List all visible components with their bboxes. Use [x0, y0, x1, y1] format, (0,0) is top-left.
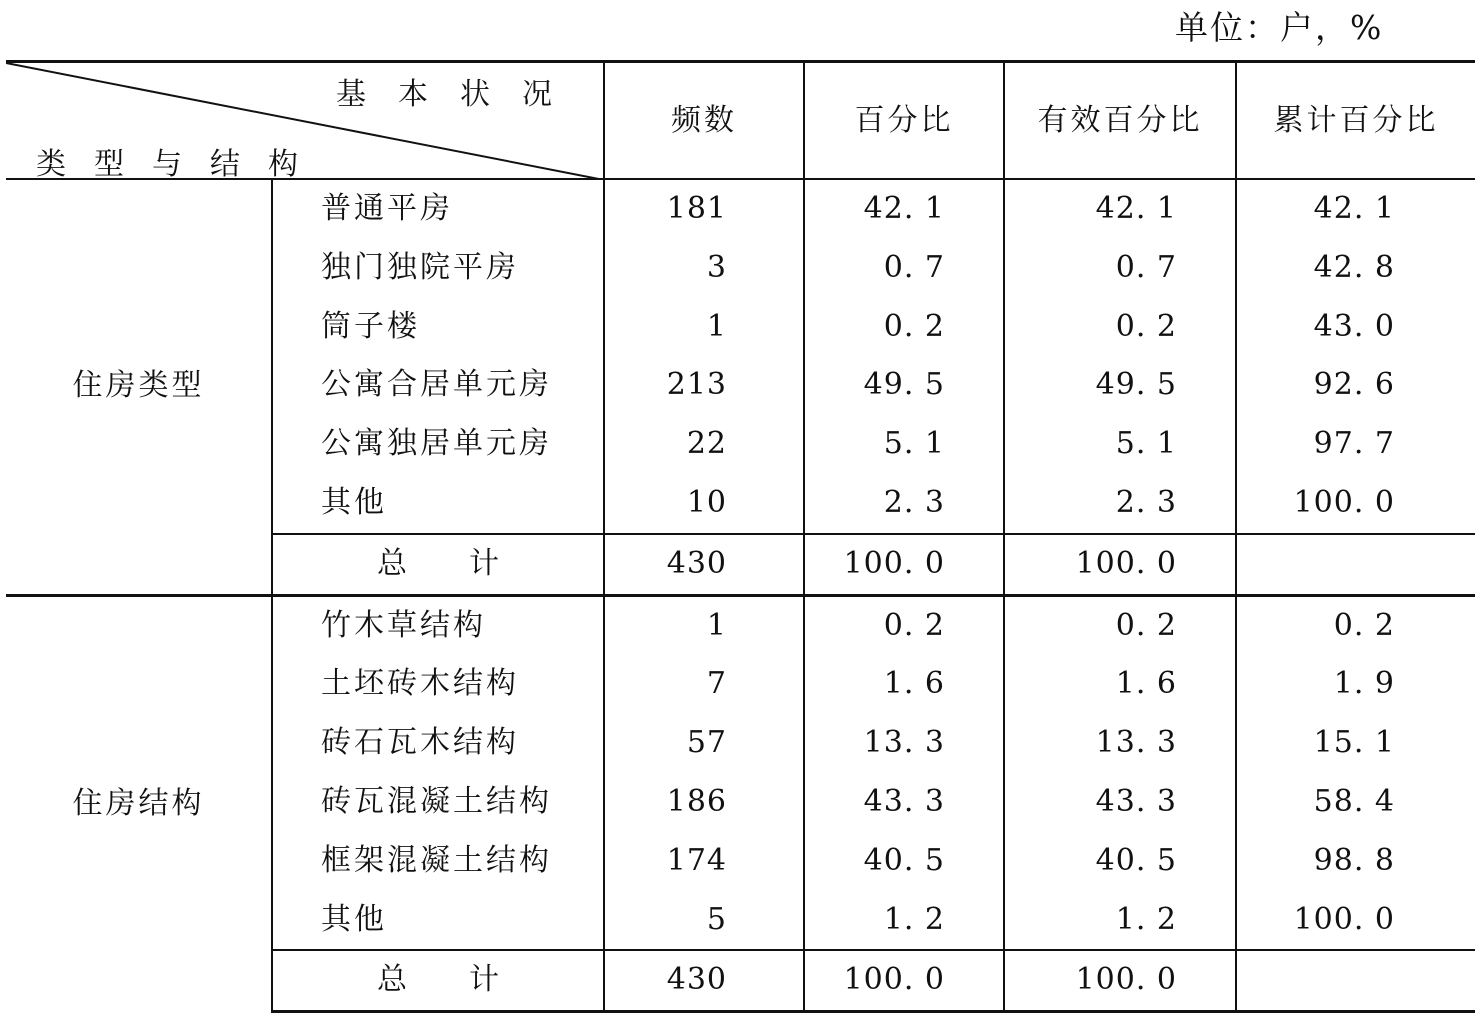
group-label-housing-structure: 住房结构 — [6, 595, 272, 1012]
row-item: 框架混凝土结构 — [272, 832, 604, 891]
table-header-row — [6, 62, 1475, 180]
total-cumulative-percent — [1236, 534, 1475, 595]
cell-frequency: 174 — [604, 832, 804, 891]
total-percent: 100. 0 — [804, 950, 1004, 1011]
cell-percent: 42. 1 — [804, 179, 1004, 239]
row-item: 普通平房 — [272, 179, 604, 239]
cell-frequency: 10 — [604, 474, 804, 534]
row-item: 公寓合居单元房 — [272, 356, 604, 415]
row-item: 筒子楼 — [272, 298, 604, 357]
cell-valid-percent: 42. 1 — [1004, 179, 1236, 239]
cell-cumulative-percent: 100. 0 — [1236, 474, 1475, 534]
cell-cumulative-percent: 97. 7 — [1236, 415, 1475, 474]
cell-cumulative-percent: 58. 4 — [1236, 773, 1475, 832]
cell-frequency: 7 — [604, 655, 804, 714]
total-frequency: 430 — [604, 534, 804, 595]
cell-valid-percent: 40. 5 — [1004, 832, 1236, 891]
cell-frequency: 1 — [604, 595, 804, 655]
header-frequency: 频数 — [604, 62, 804, 180]
table-row — [6, 595, 1475, 655]
table-row — [6, 179, 1475, 239]
housing-table — [6, 60, 1475, 1013]
cell-cumulative-percent: 1. 9 — [1236, 655, 1475, 714]
cell-frequency: 186 — [604, 773, 804, 832]
cell-percent: 0. 2 — [804, 298, 1004, 357]
cell-cumulative-percent: 100. 0 — [1236, 891, 1475, 951]
cell-valid-percent: 0. 2 — [1004, 595, 1236, 655]
cell-cumulative-percent: 43. 0 — [1236, 298, 1475, 357]
unit-label: 单位：户，% — [1175, 8, 1384, 47]
row-item: 竹木草结构 — [272, 595, 604, 655]
cell-frequency: 3 — [604, 239, 804, 298]
cell-cumulative-percent: 92. 6 — [1236, 356, 1475, 415]
total-valid-percent: 100. 0 — [1004, 534, 1236, 595]
cell-valid-percent: 2. 3 — [1004, 474, 1236, 534]
total-frequency: 430 — [604, 950, 804, 1011]
cell-valid-percent: 13. 3 — [1004, 714, 1236, 773]
total-label: 总 计 — [272, 950, 604, 1011]
cell-valid-percent: 0. 7 — [1004, 239, 1236, 298]
header-cumulative-percent: 累计百分比 — [1236, 62, 1475, 180]
cell-percent: 49. 5 — [804, 356, 1004, 415]
row-item: 砖瓦混凝土结构 — [272, 773, 604, 832]
cell-frequency: 1 — [604, 298, 804, 357]
cell-frequency: 57 — [604, 714, 804, 773]
cell-cumulative-percent: 98. 8 — [1236, 832, 1475, 891]
header-type-structure: 类型与结构 — [36, 147, 326, 179]
cell-cumulative-percent: 0. 2 — [1236, 595, 1475, 655]
row-item: 砖石瓦木结构 — [272, 714, 604, 773]
cell-percent: 1. 2 — [804, 891, 1004, 951]
total-cumulative-percent — [1236, 950, 1475, 1011]
header-basic-status: 基本状况 — [336, 77, 584, 112]
cell-valid-percent: 49. 5 — [1004, 356, 1236, 415]
total-percent: 100. 0 — [804, 534, 1004, 595]
row-item: 公寓独居单元房 — [272, 415, 604, 474]
cell-percent: 0. 7 — [804, 239, 1004, 298]
cell-frequency: 5 — [604, 891, 804, 951]
cell-percent: 2. 3 — [804, 474, 1004, 534]
row-item: 其他 — [272, 891, 604, 951]
cell-cumulative-percent: 42. 8 — [1236, 239, 1475, 298]
diagonal-header-cell — [6, 62, 604, 180]
group-label-housing-type: 住房类型 — [72, 368, 205, 404]
cell-percent: 43. 3 — [804, 773, 1004, 832]
row-item: 独门独院平房 — [272, 239, 604, 298]
cell-percent: 0. 2 — [804, 595, 1004, 655]
cell-valid-percent: 5. 1 — [1004, 415, 1236, 474]
cell-percent: 40. 5 — [804, 832, 1004, 891]
cell-cumulative-percent: 15. 1 — [1236, 714, 1475, 773]
cell-frequency: 181 — [604, 179, 804, 239]
cell-percent: 5. 1 — [804, 415, 1004, 474]
cell-percent: 1. 6 — [804, 655, 1004, 714]
cell-valid-percent: 1. 6 — [1004, 655, 1236, 714]
row-item: 土坯砖木结构 — [272, 655, 604, 714]
cell-valid-percent: 43. 3 — [1004, 773, 1236, 832]
cell-frequency: 22 — [604, 415, 804, 474]
cell-cumulative-percent: 42. 1 — [1236, 179, 1475, 239]
header-percent: 百分比 — [804, 62, 1004, 180]
cell-valid-percent: 1. 2 — [1004, 891, 1236, 951]
header-valid-percent: 有效百分比 — [1004, 62, 1236, 180]
total-valid-percent: 100. 0 — [1004, 950, 1236, 1011]
total-label: 总 计 — [272, 534, 604, 595]
cell-frequency: 213 — [604, 356, 804, 415]
row-item: 其他 — [272, 474, 604, 534]
cell-percent: 13. 3 — [804, 714, 1004, 773]
cell-valid-percent: 0. 2 — [1004, 298, 1236, 357]
